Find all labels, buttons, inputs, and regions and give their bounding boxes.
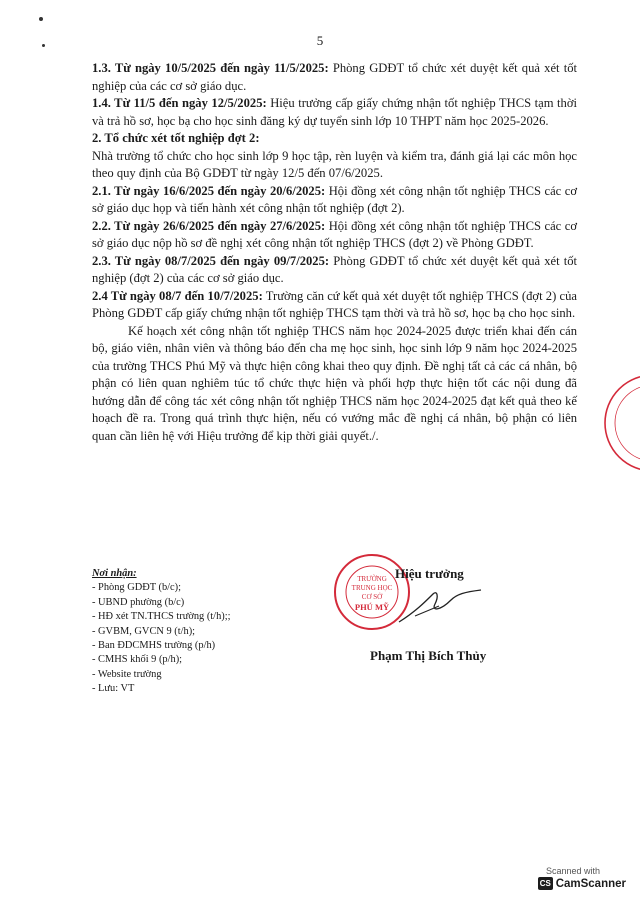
scan-speck: [39, 17, 43, 21]
document-body: [92, 60, 577, 445]
page-number: 5: [316, 33, 324, 48]
section-item: 2.3. Từ ngày 08/7/2025 đến ngày 09/7/2025: Phòng GDĐT tổ chức xét duyệt kết quả xét tốt nghiệp (đợt 2) của các cơ sở giáo dục.: [92, 253, 578, 285]
recipients-heading: Nơi nhận:: [92, 568, 137, 579]
recipients-block: [92, 567, 332, 697]
stamp-line: PHÚ MỸ: [354, 602, 390, 612]
signer-title: Hiệu trưởng: [395, 566, 464, 581]
edge-seal-stamp: [598, 368, 640, 478]
stamp-line: TRUNG HỌC: [351, 584, 393, 592]
recipient-item: - Lưu: VT: [92, 683, 135, 695]
recipient-item: - HĐ xét TN.THCS trường (t/h);;: [92, 611, 231, 623]
recipient-item: - CMHS khối 9 (p/h);: [92, 654, 183, 666]
recipient-item: - Website trường: [92, 668, 162, 680]
section-item: 2.4 Từ ngày 08/7 đến 10/7/2025: Trường căn cứ kết quả xét duyệt tốt nghiệp THCS (đợt 2) của Phòng GDĐT cấp giấy chứng nhận tốt nghiệp THCS tạm thời và trả hồ sơ, học bạ cho học sinh.: [92, 288, 577, 320]
recipient-item: - Ban ĐDCMHS trường (p/h): [92, 640, 216, 652]
signer-name: Phạm Thị Bích Thủy: [370, 648, 487, 663]
watermark-label: Scanned with: [546, 866, 601, 876]
section-item: Nhà trường tổ chức cho học sinh lớp 9 học tập, rèn luyện và kiểm tra, đánh giá lại các môn học theo quy định của Bộ GDĐT từ ngày 12/5 đến 07/6/2025.: [92, 148, 577, 180]
stamp-line: TRƯỜNG: [357, 575, 387, 583]
watermark-brand: CamScanner: [555, 877, 626, 890]
recipient-item: - Phòng GDĐT (b/c);: [92, 582, 181, 594]
stamp-line: CƠ SỞ: [361, 593, 383, 601]
section-item: 2.2. Từ ngày 26/6/2025 đến ngày 27/6/2025: Hội đồng xét công nhận tốt nghiệp THCS các cơ sở giáo dục nộp hồ sơ đề nghị xét công nhận tốt nghiệp THCS (đợt 2) về Phòng GDĐT.: [92, 218, 577, 250]
handwritten-signature: [395, 582, 485, 632]
closing-paragraph: Kế hoạch xét công nhận tốt nghiệp THCS năm học 2024-2025 được triển khai đến cán bộ, giáo viên, nhân viên và thông báo đến cha mẹ học sinh, học sinh lớp 9 năm học 2024-2025 của trường THCS Phú Mỹ và thực hiện công khai theo quy định. Đề nghị tất cả các cá nhân, bộ phận có liên quan nghiêm túc tổ chức thực hiện và phối hợp thực hiện tốt các nội dung đã hướng dẫn để công tác xét công nhận tốt nghiệp THCS năm học 2024-2025 đạt kết quả theo kế hoạch đề ra. Trong quá trình thực hiện, nếu có vướng mắc đề nghị cá nhân, bộ phận có liên quan cần liên hệ với Hiệu trưởng để kịp thời giải quyết./.: [92, 323, 577, 443]
section-item: 1.4. Từ 11/5 đến ngày 12/5/2025: Hiệu trưởng cấp giấy chứng nhận tốt nghiệp THCS tạm thời và trả hồ sơ, học bạ cho học sinh đăng ký dự tuyển sinh lớp 10 THPT năm học 2025-2026.: [92, 96, 577, 128]
recipient-item: - GVBM, GVCN 9 (t/h);: [92, 625, 196, 637]
section-heading: 2. Tổ chức xét tốt nghiệp đợt 2:: [92, 131, 260, 145]
camscanner-icon: CS: [539, 879, 551, 888]
camscanner-watermark: [538, 866, 626, 890]
section-item: 1.3. Từ ngày 10/5/2025 đến ngày 11/5/2025: Phòng GDĐT tổ chức xét duyệt kết quả xét tốt nghiệp của các cơ sở giáo dục.: [92, 61, 577, 93]
recipient-item: - UBND phường (b/c): [92, 596, 185, 608]
section-item: 2.1. Từ ngày 16/6/2025 đến ngày 20/6/2025: Hội đồng xét công nhận tốt nghiệp THCS các cơ sở giáo dục họp và tiến hành xét công nhận tốt nghiệp (đợt 2).: [92, 183, 577, 215]
